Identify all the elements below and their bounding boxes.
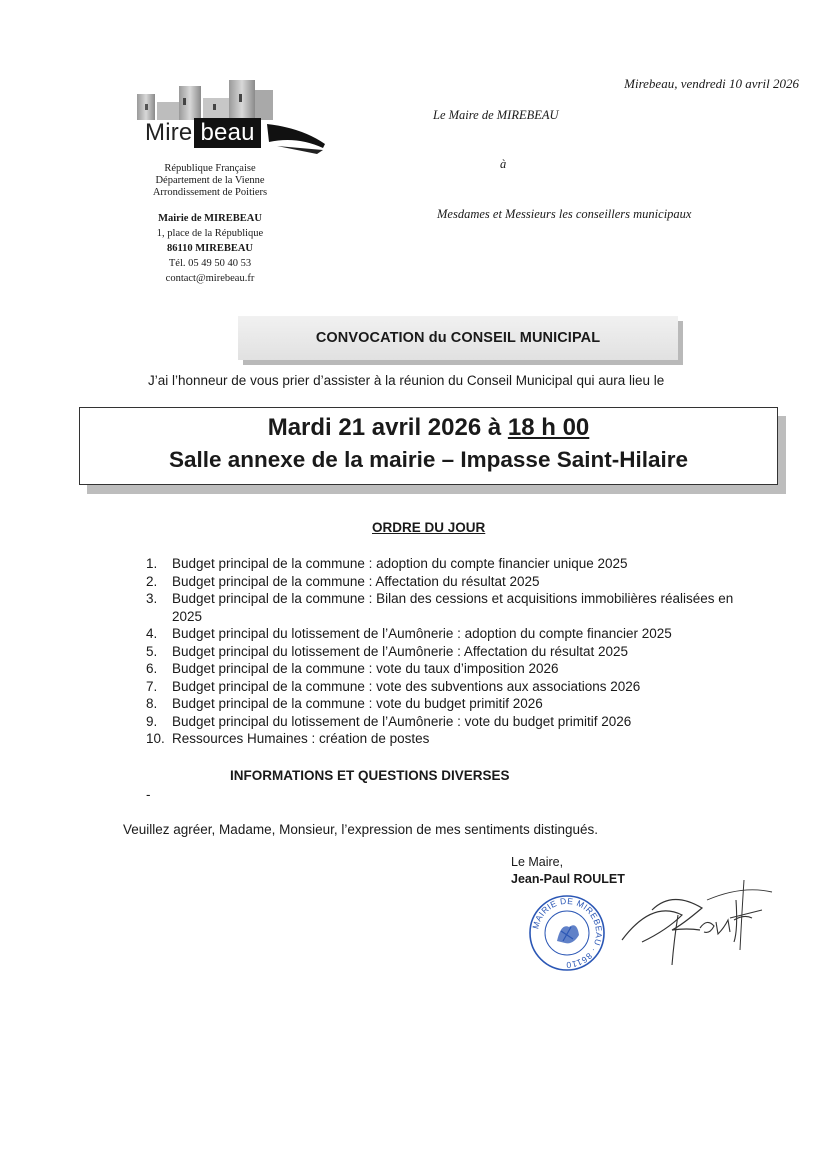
- agenda-number: 7.: [146, 678, 158, 694]
- agenda-text: Budget principal de la commune : vote du taux d’imposition 2026: [172, 661, 559, 676]
- agenda-title: ORDRE DU JOUR: [372, 520, 486, 535]
- meeting-date: [79, 414, 778, 442]
- signatory-title: Le Maire,: [511, 855, 564, 869]
- mairie-phone: Tél. 05 49 50 40 53: [168, 258, 252, 269]
- agenda-number: 10.: [146, 731, 165, 746]
- agenda-text: Ressources Humaines : création de postes: [172, 731, 430, 746]
- agenda-number: 6.: [146, 661, 158, 676]
- signatory-name: Jean-Paul ROULET: [511, 872, 625, 886]
- list-item: [146, 590, 746, 625]
- agenda-text: Budget principal de la commune : vote du budget primitif 2026: [172, 696, 543, 711]
- list-item: [146, 730, 746, 748]
- agenda-number: 5.: [146, 643, 158, 659]
- mairie-name: Mairie de MIREBEAU: [158, 213, 262, 224]
- recipients: Mesdames et Messieurs les conseillers municipaux: [437, 207, 692, 221]
- list-item: [146, 678, 746, 696]
- logo-word-beau: beau: [194, 118, 260, 148]
- letter-date: Mirebeau, vendredi 10 avril 2026: [624, 76, 799, 91]
- info-title: INFORMATIONS ET QUESTIONS DIVERSES: [230, 768, 510, 783]
- document-title: CONVOCATION du CONSEIL MUNICIPAL: [315, 330, 601, 346]
- logo-word-mire: Mire: [145, 119, 193, 146]
- list-item: [146, 695, 746, 713]
- agenda-text: Budget principal de la commune : vote des subventions aux associations 2026: [172, 678, 641, 694]
- intro-text: J’ai l’honneur de vous prier d’assister à la réunion du Conseil Municipal qui aura lieu le: [148, 373, 665, 388]
- to-word: à: [500, 157, 507, 171]
- sender-line-3: Arrondissement de Poitiers: [152, 187, 268, 198]
- logo-wordmark: [145, 118, 261, 148]
- stamp-text: MAIRIE DE MIREBEAU · 86110: [530, 895, 605, 971]
- title-band: [238, 316, 678, 360]
- agenda-text: Budget principal de la commune : Bilan des cessions et acquisitions immobilières réalisées en 2025: [172, 591, 734, 624]
- sender-line-1: République Française: [164, 163, 256, 174]
- mairie-city: 86110 MIREBEAU: [166, 243, 254, 254]
- list-item: [146, 713, 746, 731]
- agenda-text: Budget principal de la commune : adoption du compte financier unique 2025: [172, 556, 628, 571]
- agenda-list: [146, 555, 746, 748]
- agenda-number: 3.: [146, 591, 158, 606]
- meeting-location: Salle annexe de la mairie – Impasse Saint-Hilaire: [168, 447, 688, 472]
- list-item: [146, 555, 746, 573]
- mairie-email: contact@mirebeau.fr: [165, 273, 255, 284]
- list-item: [146, 573, 746, 591]
- agenda-number: 4.: [146, 626, 158, 641]
- agenda-number: 1.: [146, 556, 158, 571]
- closing-text: Veuillez agréer, Madame, Monsieur, l’expression de mes sentiments distingués.: [123, 822, 598, 837]
- agenda-text: Budget principal du lotissement de l’Aumônerie : Affectation du résultat 2025: [172, 643, 629, 659]
- handwritten-signature: [612, 870, 777, 975]
- meeting-date-prefix: Mardi 21 avril 2026 à: [267, 414, 508, 441]
- info-dash: -: [146, 787, 151, 802]
- list-item: [146, 643, 746, 661]
- agenda-text: Budget principal du lotissement de l’Aumônerie : adoption du compte financier 2025: [172, 626, 672, 641]
- sender-title: Le Maire de MIREBEAU: [433, 108, 559, 122]
- list-item: [146, 625, 746, 643]
- mairie-street: 1, place de la République: [156, 228, 264, 239]
- agenda-number: 8.: [146, 696, 158, 711]
- sender-block: [110, 163, 310, 286]
- official-stamp: [527, 893, 607, 973]
- agenda-text: Budget principal de la commune : Affectation du résultat 2025: [172, 573, 540, 589]
- sender-line-2: Département de la Vienne: [155, 175, 265, 186]
- meeting-time: 18 h 00: [507, 414, 590, 441]
- agenda-text: Budget principal du lotissement de l’Aumônerie : vote du budget primitif 2026: [172, 713, 632, 729]
- agenda-number: 9.: [146, 713, 158, 729]
- list-item: [146, 660, 746, 678]
- agenda-number: 2.: [146, 573, 158, 589]
